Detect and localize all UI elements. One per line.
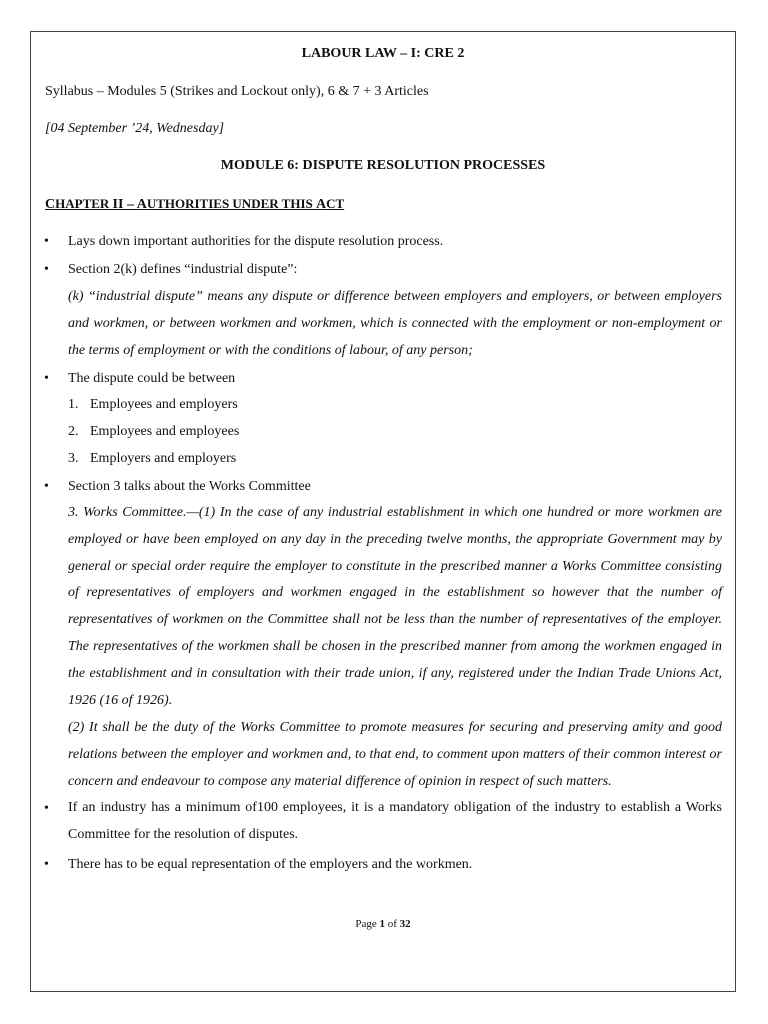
bullet-text: Section 3 talks about the Works Committee [68,479,311,494]
chapter-heading-part: A [315,197,327,212]
bullet-text: There has to be equal representation of the employers and the workmen. [68,857,473,872]
bullet-icon: • [44,857,49,872]
bullet-text: Lays down important authorities for the dispute resolution process. [68,234,444,249]
bullet-icon: • [44,234,49,249]
chapter-heading-part: II [112,197,124,212]
chapter-heading-part: – [123,197,137,212]
syllabus-line: Syllabus – Modules 5 (Strikes and Lockout only), 6 & 7 + 3 Articles [45,84,429,99]
page-label: Page [355,918,377,930]
lecture-date: [04 September ’24, Wednesday] [45,121,225,136]
chapter-heading-part: UTHORITIES UNDER THIS [146,196,316,211]
quoted-section-3-1: 3. Works Committee.—(1) In the case of any industrial establishment in which one hundred or more workmen are employed or have been employed on any day in the preceding twelve months, the appropriate Government may by general or special order require the employer to constitute in the prescribed manner a Works Committee consisting of representatives of employers and workmen engaged in the establishment so however that the number of representatives of workmen on the Committee shall not be less than the number of representatives of the employer. The representatives of the workmen shall be chosen in the prescribed manner from among the workmen engaged in the establishment and in consultation with their trade union, if any, registered under the Indian Trade Unions Act, 1926 (16 of 1926). [68,505,722,708]
item-text: Employers and employers [90,451,237,466]
chapter-heading-part: CT [326,196,345,211]
quoted-definition: (k) “industrial dispute” means any dispute or difference between employers and employers, or between employers and workmen, or between workmen and workmen, which is connected with the employment or non-employment or the terms of employment or with the conditions of labour, of any person; [68,289,722,358]
bullet-icon: • [44,262,49,277]
bullet-icon: • [44,479,49,494]
chapter-heading-part: C [45,197,56,212]
item-number: 3. [68,451,79,466]
item-text: Employees and employers [90,397,238,412]
total-pages: 32 [399,918,411,930]
bullet-icon: • [44,371,49,386]
item-number: 2. [68,424,79,439]
chapter-heading-part: A [136,197,147,212]
chapter-heading [45,196,344,213]
quoted-section-3-2: (2) It shall be the duty of the Works Committee to promote measures for securing and preserving amity and good relations between the employer and workmen and, to that end, to comment upon matters of their common interest or concern and endeavour to compose any material difference of opinion in respect of such matters. [68,720,722,789]
page-of: of [387,918,397,930]
bullet-text: If an industry has a minimum of100 employees, it is a mandatory obligation of the industry to establish a Works Committee for the resolution of disputes. [68,800,722,842]
bullet-icon: • [44,801,49,816]
item-number: 1. [68,397,79,412]
module-title: MODULE 6: DISPUTE RESOLUTION PROCESSES [220,158,546,173]
bullet-text: The dispute could be between [68,371,236,386]
current-page: 1 [379,918,385,930]
document-title: LABOUR LAW – I: CRE 2 [301,46,465,61]
chapter-heading-part: HAPTER [55,196,113,211]
page-number [30,918,736,930]
bullet-text: Section 2(k) defines “industrial dispute”: [68,262,298,277]
item-text: Employees and employees [90,424,240,439]
